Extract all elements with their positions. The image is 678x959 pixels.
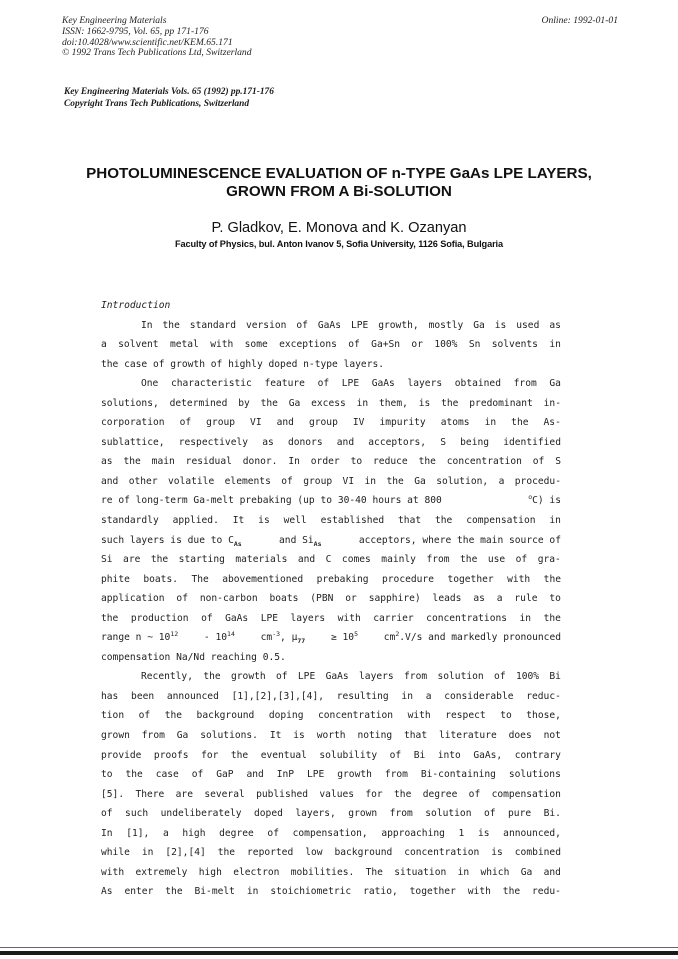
text-line: as the main residual donor. In order to reduce the concentration of S: [101, 456, 561, 468]
volume-info: [64, 86, 274, 110]
text-line: grown from Ga solutions. It is worth noting that literature does not: [101, 730, 561, 742]
text-line-rich: such layers is due to $C_{As}$ and $Si_{As}$ acceptors, where the main source of: [101, 534, 561, 548]
text-line: sublattice, respectively as donors and acceptors, S being identified: [101, 436, 561, 448]
text-line: while in [2],[4] the reported low background concentration is combined: [101, 847, 561, 859]
text-line: the case of growth of highly doped n-type layers.: [101, 358, 385, 370]
text-line: provide proofs for the eventual solubility of Bi into GaAs, contrary: [101, 749, 561, 761]
text-line: As enter the Bi-melt in stoichiometric ratio, together with the redu-: [101, 886, 561, 898]
authors: P. Gladkov, E. Monova and K. Ozanyan: [211, 220, 467, 236]
text-line-rich: range n ~ $10^{12}$ - $10^{14}$ $cm^{-3}$, $\mu_{77}$ ≥ $10^5$ $cm^2.V/s$ and markedly pronounced: [101, 630, 561, 646]
affiliation: Faculty of Physics, bul. Anton Ivanov 5, Sofia University, 1126 Sofia, Bulgaria: [174, 239, 504, 249]
text-line: has been announced [1],[2],[3],[4], resulting in a considerable reduc-: [101, 690, 561, 702]
text-line: the production of GaAs LPE layers with carrier concentrations in the: [101, 612, 561, 624]
issn-line: ISSN: 1662-9795, Vol. 65, pp 171-176: [62, 25, 209, 37]
text-line: with extremely high electron mobilities. The situation in which Ga and: [101, 866, 561, 878]
journal-name: Key Engineering Materials: [62, 15, 167, 26]
title-line-1: PHOTOLUMINESCENCE EVALUATION OF n-TYPE GaAs LPE LAYERS,: [86, 165, 592, 182]
doi-line[interactable]: doi:10.4028/www.scientific.net/KEM.65.171: [62, 36, 233, 48]
text-line: Recently, the growth of LPE GaAs layers from solution of 100% Bi: [141, 671, 561, 683]
text-line: and other volatile elements of group VI in the Ga solution, a procedu-: [101, 475, 561, 487]
body-text: [101, 296, 561, 902]
text-line: application of non-carbon boats (PBN or sapphire) leads as a rule to: [101, 593, 561, 605]
title-line-2: GROWN FROM A Bi-SOLUTION: [226, 183, 452, 200]
text-line: phite boats. The abovementioned prebaking procedure together with the: [101, 573, 561, 585]
online-date: Online: 1992-01-01: [541, 15, 618, 26]
text-line: [5]. There are several published values for the degree of compensation: [101, 788, 561, 800]
page-bottom-rule: [0, 951, 678, 955]
text-line: a solvent metal with some exceptions of Ga+Sn or 100% Sn solvents in: [101, 339, 561, 351]
page-bottom-hairline: [0, 947, 678, 948]
paper-title: [40, 165, 638, 201]
text-line: to the case of GaP and InP LPE growth from Bi-containing solutions: [101, 769, 561, 781]
copyright-line: © 1992 Trans Tech Publications Ltd, Switzerland: [62, 47, 252, 59]
text-line: In the standard version of GaAs LPE growth, mostly Ga is used as: [141, 319, 561, 331]
text-line: corporation of group VI and group IV impurity atoms in the As-: [101, 417, 561, 429]
text-line: standardly applied. It is well established that the compensation in: [101, 515, 561, 527]
text-line: solutions, determined by the Ga excess in them, is the predominant in-: [101, 397, 561, 409]
header-citation: [62, 16, 252, 59]
text-line: Si are the starting materials and C comes mainly from the use of gra-: [101, 554, 561, 566]
text-line-rich: re of long-term Ga-melt prebaking (up to 30-40 hours at 800 $^o$C) is: [101, 493, 561, 507]
text-line: In [1], a high degree of compensation, approaching 1 is announced,: [101, 827, 561, 839]
section-heading: Introduction: [101, 300, 171, 311]
text-line: of such undeliberately doped layers, grown from solution of pure Bi.: [101, 808, 561, 820]
text-line: One characteristic feature of LPE GaAs layers obtained from Ga: [141, 378, 561, 390]
volume-line: Key Engineering Materials Vols. 65 (1992) pp.171-176: [64, 87, 274, 97]
volume-copyright: Copyright Trans Tech Publications, Switzerland: [64, 99, 250, 109]
text-line: tion of the background doping concentration with respect to those,: [101, 710, 561, 722]
text-line: compensation Na/Nd reaching 0.5.: [101, 651, 286, 663]
